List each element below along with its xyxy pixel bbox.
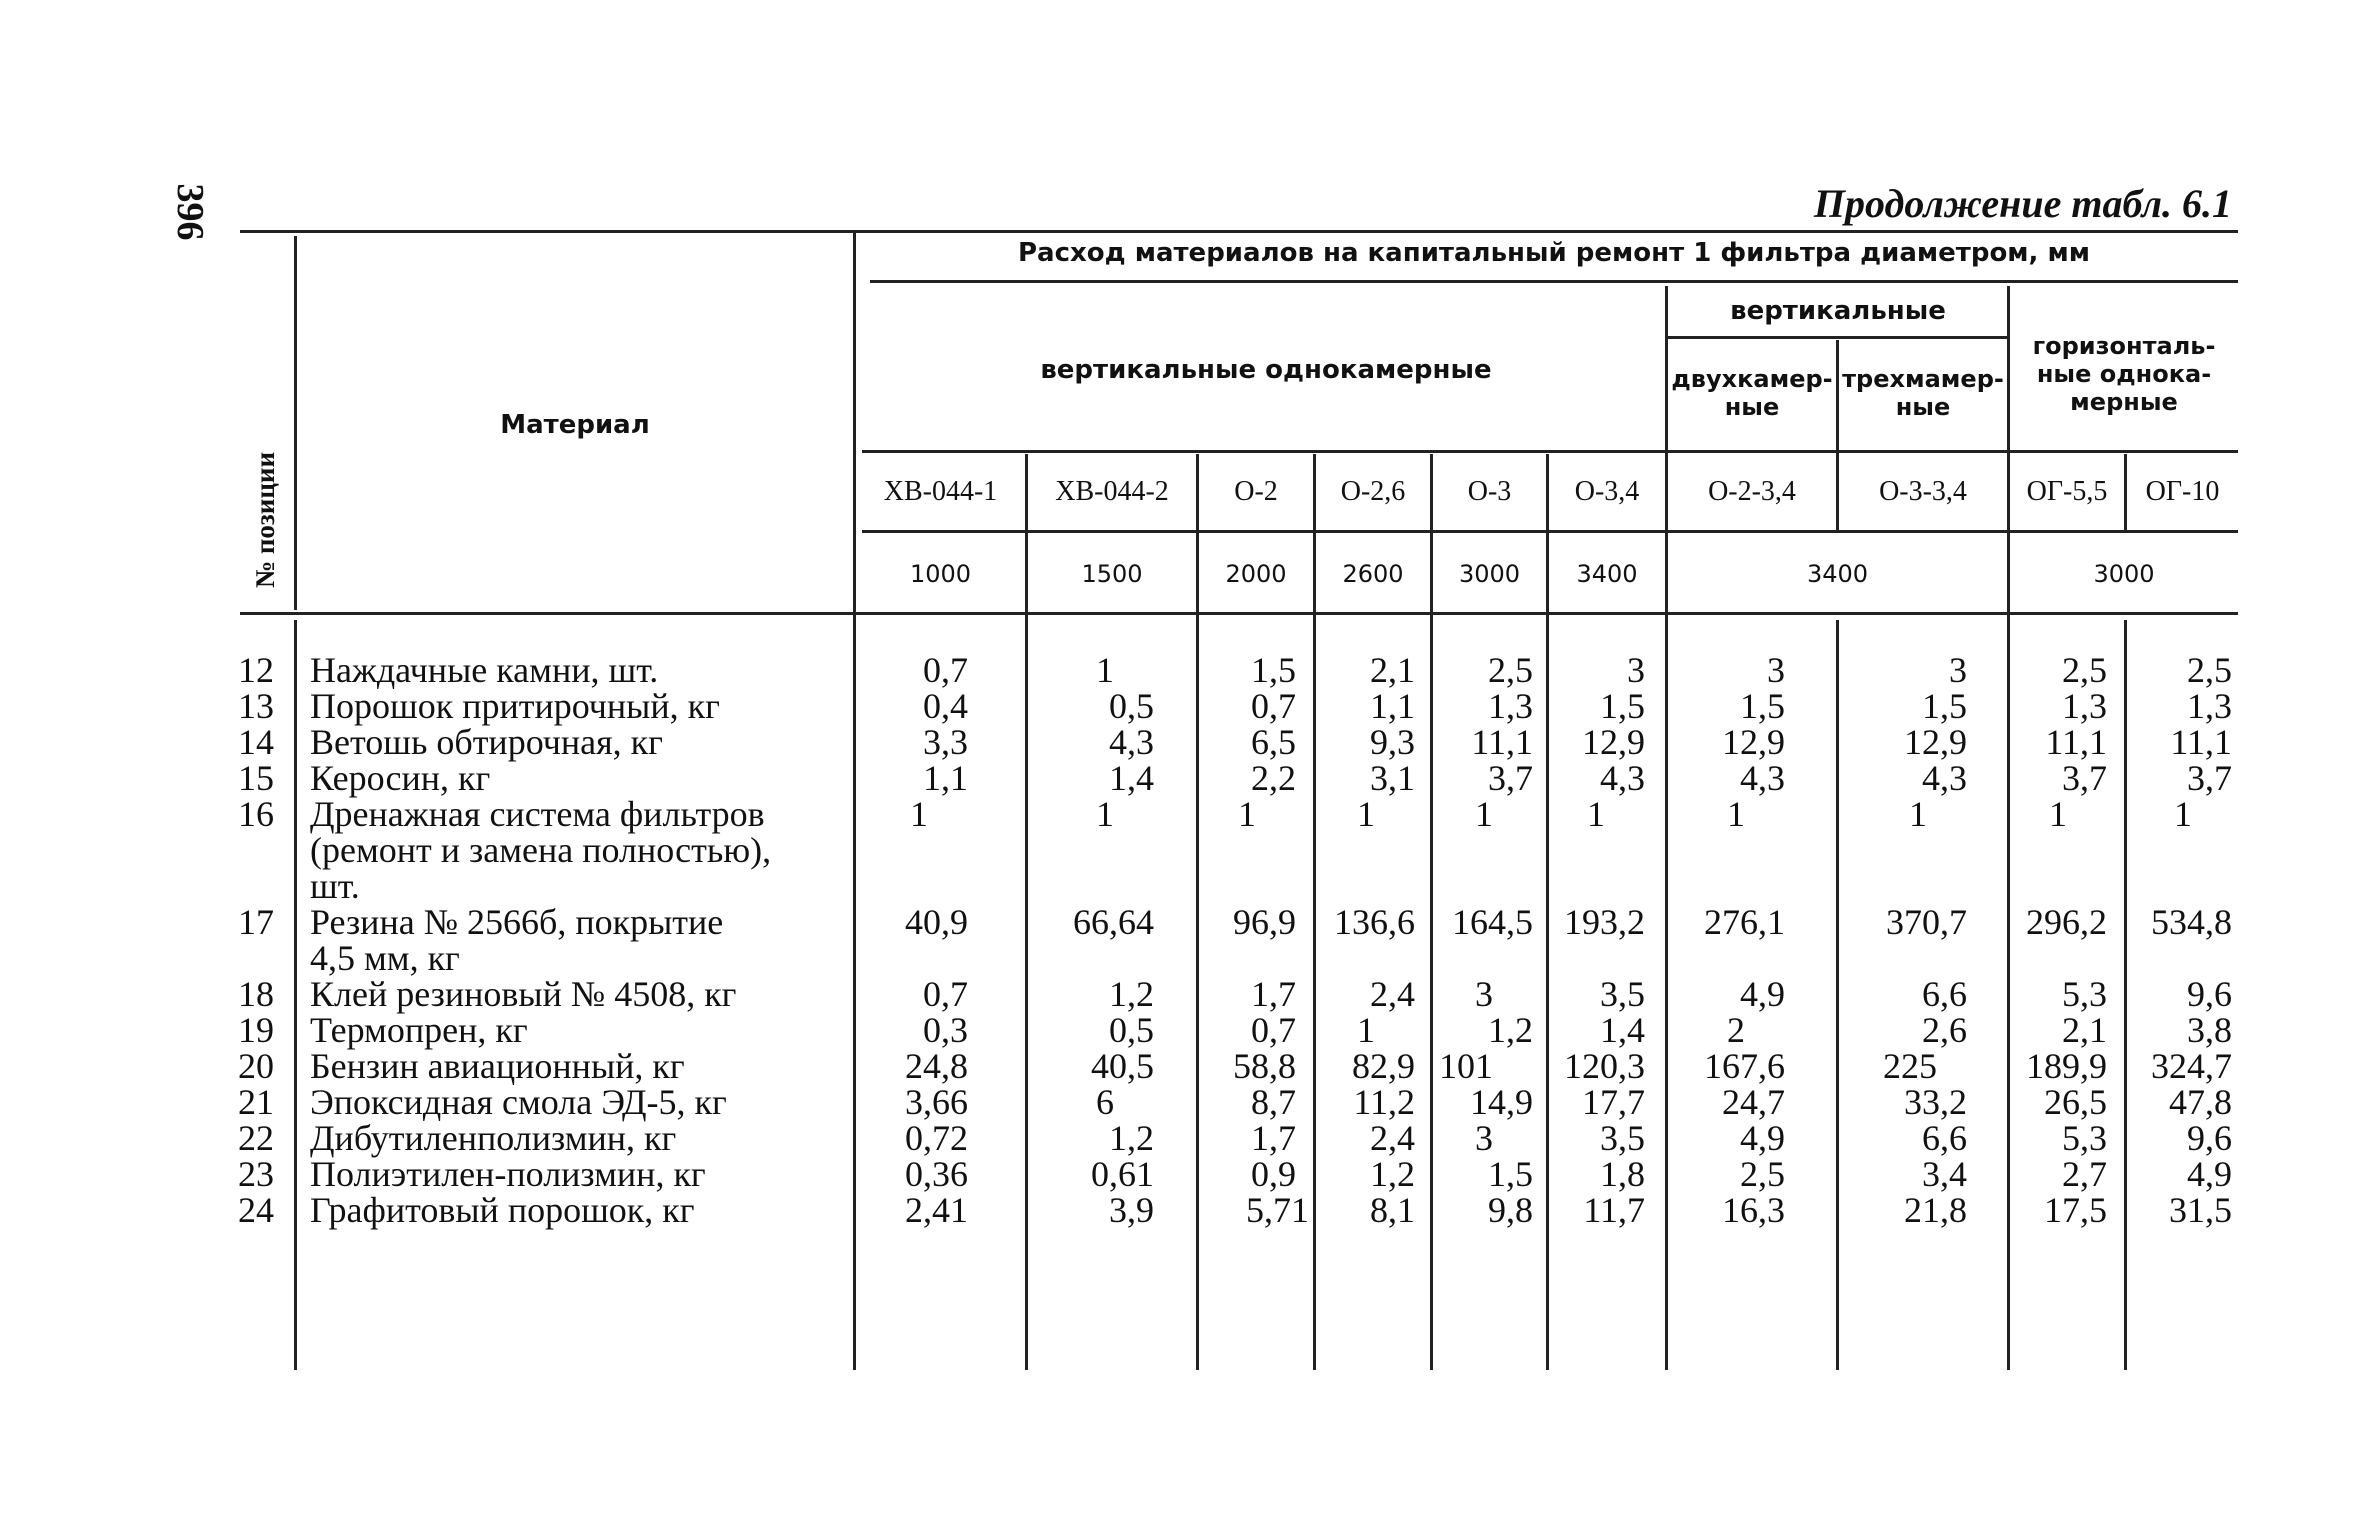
table-row: 24 Графитовый порошок, кг 2,41 3,9 5,71 8,1 9,8 11,7 16,3 21,8 17,5 31,5 [238, 1190, 2232, 1230]
position-number-header: № позиции [250, 452, 280, 589]
diameter-3400-two-three: 3400 [1806, 560, 1869, 588]
sub-three-chamber: трехмамер-ные [1842, 365, 2004, 421]
group-horizontal: горизонталь-ные однока-мерные [2032, 332, 2216, 416]
code-o-2: О-2 [1234, 476, 1278, 507]
material-header: Материал [500, 410, 650, 440]
code-og-5-5: ОГ-5,5 [2026, 476, 2108, 507]
table-row: 20 Бензин авиационный, кг 24,8 40,5 58,8 82,9 101 120,3 167,6 225 189,9 324,7 [238, 1046, 2232, 1086]
code-o-2-3-4: О-2-3,4 [1708, 476, 1796, 507]
table-row: 23 Полиэтилен-полизмин, кг 0,36 0,61 0,9 1,2 1,5 1,8 2,5 3,4 2,7 4,9 [238, 1154, 2232, 1194]
table-row: 14 Ветошь обтирочная, кг 3,3 4,3 6,5 9,3 11,1 12,9 12,9 12,9 11,1 11,1 [238, 722, 2232, 762]
diameter-1500: 1500 [1081, 560, 1143, 588]
table-row: 17 Резина № 2566б, покрытие 4,5 мм, кг 40,9 66,64 96,9 136,6 164,5 193,2 276,1 370,7 296,2 534,8 [238, 902, 2232, 978]
diameter-1000: 1000 [909, 560, 972, 588]
diameter-3000: 3000 [1458, 560, 1521, 588]
table-row: 18 Клей резиновый № 4508, кг 0,7 1,2 1,7 2,4 3 3,5 4,9 6,6 5,3 9,6 [238, 974, 2232, 1014]
code-xv-044-2: ХВ-044-2 [1055, 476, 1169, 507]
diameter-3000-horizontal: 3000 [2093, 560, 2155, 588]
code-o-3-4: О-3,4 [1574, 476, 1640, 507]
code-o-3: О-3 [1467, 476, 1512, 507]
code-og-10: ОГ-10 [2145, 476, 2220, 507]
table-row: 22 Дибутиленполизмин, кг 0,72 1,2 1,7 2,4 3 3,5 4,9 6,6 5,3 9,6 [238, 1118, 2232, 1158]
table-row: 21 Эпоксидная смола ЭД-5, кг 3,66 6 8,7 11,2 14,9 17,7 24,7 33,2 26,5 47,8 [238, 1082, 2232, 1122]
code-o-2-6: О-2,6 [1340, 476, 1406, 507]
table-row: 13 Порошок притирочный, кг 0,4 0,5 0,7 1,1 1,3 1,5 1,5 1,5 1,3 1,3 [238, 686, 2232, 726]
diameter-2000: 2000 [1225, 560, 1287, 588]
sub-two-chamber: двухкамер-ные [1671, 365, 1833, 421]
code-xv-044-1: ХВ-044-1 [883, 476, 998, 507]
page-number: 396 [169, 183, 211, 241]
consumption-title: Расход материалов на капитальный ремонт 1 фильтра диаметром, мм [1018, 238, 2090, 268]
table-row: 12 Наждачные камни, шт. 0,7 1 1,5 2,1 2,5 3 3 3 2,5 2,5 [238, 650, 2232, 690]
table-caption: Продолжение табл. 6.1 [1813, 181, 2232, 226]
diameter-3400: 3400 [1576, 560, 1638, 588]
table-row: 15 Керосин, кг 1,1 1,4 2,2 3,1 3,7 4,3 4,3 4,3 3,7 3,7 [238, 758, 2232, 798]
group-vertical: вертикальные [1730, 296, 1946, 326]
table-row: 19 Термопрен, кг 0,3 0,5 0,7 1 1,2 1,4 2 2,6 2,1 3,8 [238, 1010, 2232, 1050]
group-vertical-single: вертикальные однокамерные [1040, 355, 1492, 385]
table-row: 16 Дренажная система фильтров (ремонт и замена полностью), шт. 1 1 1 1 1 1 1 1 1 1 [238, 794, 2192, 906]
code-o-3-3-4: О-3-3,4 [1879, 476, 1967, 507]
diameter-2600: 2600 [1342, 560, 1404, 588]
